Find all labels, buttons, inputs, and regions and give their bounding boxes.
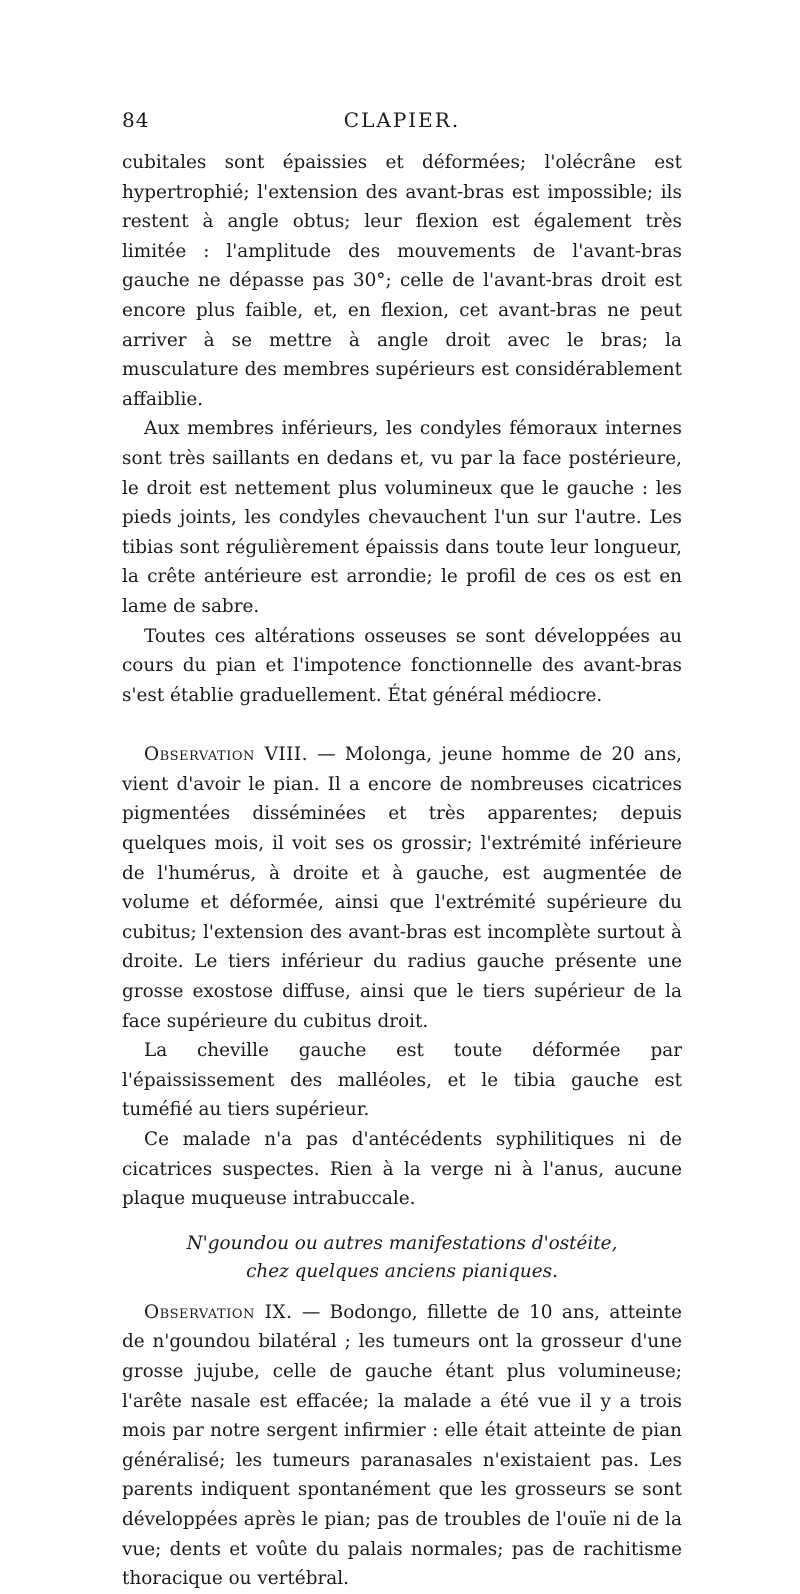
observation-8-label: Observation VIII.	[144, 744, 308, 766]
page-body	[122, 148, 682, 1594]
section-heading-line-1: N'goundou ou autres manifestations d'ostéite,	[186, 1232, 618, 1254]
observation-8-text: — Molonga, jeune homme de 20 ans, vient d'avoir le pian. Il a encore de nombreuses cicatrices pigmentées disséminées et très apparentes; depuis quelques mois, il voit ses os grossir; l'extrémité inférieure de l'humérus, à droite et à gauche, est augmentée de volume et déformée, ainsi que l'extrémité supérieure du cubitus; l'extension des avant-bras est incomplète surtout à droite. Le tiers inférieur du radius gauche présente une grosse exostose diffuse, ainsi que le tiers supérieur de la face supérieure du cubitus droit.	[122, 744, 683, 1032]
page-header	[122, 108, 682, 138]
paragraph-antecedents: Ce malade n'a pas d'antécédents syphilitiques ni de cicatrices suspectes. Rien à la verge ni à l'anus, aucune plaque muqueuse intrabuccale.	[122, 1129, 682, 1210]
observation-8	[122, 740, 682, 1036]
running-title: CLAPIER.	[343, 108, 461, 132]
observation-9-label: Observation IX.	[144, 1301, 293, 1323]
paragraph-continued: cubitales sont épaissies et déformées; l'olécrâne est hypertrophié; l'extension des avant-bras est impossible; ils restent à angle obtus; leur flexion est également très limitée : l'amplitude des mouvements de l'avant-bras gauche ne dépasse pas 30°; celle de l'avant-bras droit est encore plus faible, et, en flexion, cet avant-bras ne peut arriver à se mettre à angle droit avec le bras; la musculature des membres supérieurs est considérablement affaiblie.	[122, 152, 682, 410]
observation-9-text: — Bodongo, fillette de 10 ans, atteinte de n'goundou bilatéral ; les tumeurs ont la grosseur d'une grosse jujube, celle de gauche étant plus volumineuse; l'arête nasale est effacée; la malade a été vue il y a trois mois par notre sergent infirmier : elle était atteinte de pian généralisé; les tumeurs paranasales n'existaient pas. Les parents indiquent spontanément que les grosseurs se sont développées après le pian; pas de troubles de l'ouïe ni de la vue; dents et voûte du palais normales; pas de rachitisme thoracique ou vertébral.	[122, 1301, 683, 1590]
observation-9	[122, 1298, 682, 1594]
spacer	[122, 710, 682, 740]
paragraph-ankle: La cheville gauche est toute déformée par l'épaississement des malléoles, et le tibia gauche est tuméfié au tiers supérieur.	[122, 1040, 682, 1121]
paragraph-alterations: Toutes ces altérations osseuses se sont développées au cours du pian et l'impotence fonctionnelle des avant-bras s'est établie graduellement. État général médiocre.	[122, 625, 682, 706]
section-heading-line-2: chez quelques anciens pianiques.	[246, 1260, 558, 1282]
page-number: 84	[122, 108, 150, 132]
section-heading	[122, 1230, 682, 1286]
paragraph-lower-limbs: Aux membres inférieurs, les condyles fémoraux internes sont très saillants en dedans et, vu par la face postérieure, le droit est nettement plus volumineux que le gauche : les pieds joints, les condyles chevauchent l'un sur l'autre. Les tibias sont régulièrement épaissis dans toute leur longueur, la crête antérieure est arrondie; le profil de ces os est en lame de sabre.	[122, 418, 682, 617]
